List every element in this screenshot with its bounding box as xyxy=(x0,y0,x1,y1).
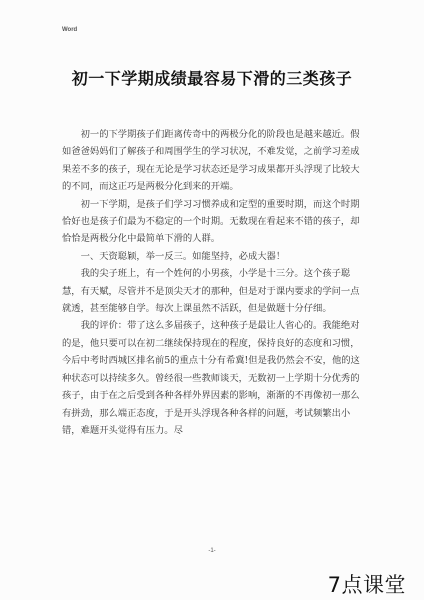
document-body xyxy=(62,126,362,439)
paragraph: 我的尖子班上，有一个姓何的小男孩，小学是十三分。这个孩子聪慧，有天赋，尽管并不是顶尖天才的那种，但是对于课内要求的学问一点就透，甚至能够自学。每次上课虽然不活跃，但是做题十分仔细。 xyxy=(62,268,360,315)
app-label: Word xyxy=(62,27,78,33)
section-heading: 一、天资聪颖，举一反三。如能坚持，必成大器！ xyxy=(80,250,286,262)
paragraph: 初一下学期，是孩子们学习习惯养成和定型的重要时期，而这个时期恰好也是孩子们最为不稳定的一个时期。无数现在看起来不错的孩子，却恰恰是两极分化中最简单下滑的人群。 xyxy=(62,198,360,245)
document-title: 初一下学期成绩最容易下滑的三类孩子 xyxy=(71,69,353,88)
paragraph: 初一的下学期孩子们距离传奇中的两极分化的阶段也是越来越近。假如爸爸妈妈们了解孩子和周围学生的学习状况，不难发觉，之前学习差成果差不多的孩子，现在无论是学习状态还是学习成果都开头浮现了比较大的不同，而这正巧是两极分化到来的开端。 xyxy=(62,129,360,193)
watermark-logo: 7点课堂 xyxy=(327,573,406,597)
paragraph: 我的评价：带了这么多届孩子，这种孩子是最让人省心的。我能绝对的是，他只要可以在初二继续保持现在的程度，保持良好的态度和习惯，今后中考时西城区排名前5的重点十分有希冀!但是我仍然会不安，他的这种状态可以持续多久。曾经很一些教师谈天，无数初一上学期十分优秀的孩子，由于在之后受到各种各样外界因素的影响，渐渐的不再像初一那么有拼劲，那么端正态度，于是开头浮现各种各样的问题，考试频繁出小错，难题开头觉得有压力。尽 xyxy=(62,320,360,436)
page-number: -1- xyxy=(208,548,216,554)
